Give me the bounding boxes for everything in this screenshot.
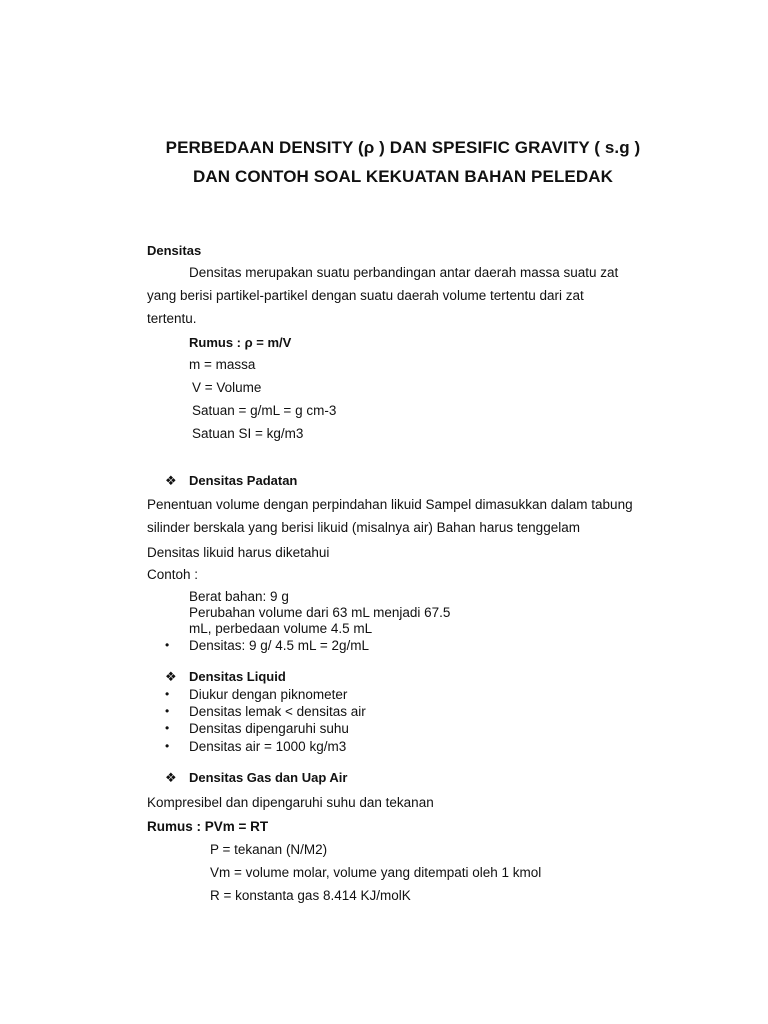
definition-line: V = Volume bbox=[192, 380, 262, 395]
diamond-bullet-icon: ❖ bbox=[165, 770, 177, 785]
paragraph-line: Densitas likuid harus diketahui bbox=[147, 545, 330, 560]
title-line-2: DAN CONTOH SOAL KEKUATAN BAHAN PELEDAK bbox=[193, 167, 613, 186]
contoh-label: Contoh : bbox=[147, 567, 199, 582]
definition-line: Satuan SI = kg/m3 bbox=[192, 426, 304, 441]
paragraph-line: Densitas merupakan suatu perbandingan antar daerah massa suatu zat bbox=[189, 265, 619, 280]
definition-line: m = massa bbox=[189, 357, 256, 372]
title-line-1: PERBEDAAN DENSITY (ρ ) DAN SPESIFIC GRAVITY ( s.g ) bbox=[165, 138, 641, 157]
example-line: Perubahan volume dari 63 mL menjadi 67.5 bbox=[189, 605, 451, 620]
bullet-icon: • bbox=[165, 704, 170, 718]
paragraph-line: tertentu. bbox=[147, 311, 197, 326]
bullet-icon: • bbox=[165, 638, 170, 652]
paragraph-line: silinder berskala yang berisi likuid (misalnya air) Bahan harus tenggelam bbox=[147, 520, 580, 535]
definition-line: P = tekanan (N/M2) bbox=[210, 842, 328, 857]
section-heading-densitas: Densitas bbox=[147, 243, 202, 258]
paragraph-line: yang berisi partikel-partikel dengan suatu daerah volume tertentu dari zat bbox=[147, 288, 584, 303]
example-line: mL, perbedaan volume 4.5 mL bbox=[189, 621, 373, 636]
diamond-bullet-icon: ❖ bbox=[165, 669, 177, 684]
bullet-item: Densitas lemak < densitas air bbox=[189, 704, 366, 719]
paragraph-line: Penentuan volume dengan perpindahan likuid Sampel dimasukkan dalam tabung bbox=[147, 497, 633, 512]
definition-line: Satuan = g/mL = g cm-3 bbox=[192, 403, 337, 418]
section-heading-gas: Densitas Gas dan Uap Air bbox=[189, 770, 348, 785]
bullet-item: Densitas: 9 g/ 4.5 mL = 2g/mL bbox=[189, 638, 369, 653]
section-heading-padatan: Densitas Padatan bbox=[189, 473, 298, 488]
definition-line: R = konstanta gas 8.414 KJ/molK bbox=[210, 888, 411, 903]
definition-line: Vm = volume molar, volume yang ditempati oleh 1 kmol bbox=[210, 865, 542, 880]
bullet-item: Densitas air = 1000 kg/m3 bbox=[189, 739, 347, 754]
paragraph-line: Kompresibel dan dipengaruhi suhu dan tekanan bbox=[147, 795, 434, 810]
bullet-item: Densitas dipengaruhi suhu bbox=[189, 721, 349, 736]
bullet-icon: • bbox=[165, 721, 170, 735]
formula-gas: Rumus : PVm = RT bbox=[147, 819, 269, 834]
example-line: Berat bahan: 9 g bbox=[189, 589, 289, 604]
formula-density: Rumus : ρ = m/V bbox=[189, 335, 292, 350]
bullet-icon: • bbox=[165, 687, 170, 701]
section-heading-liquid: Densitas Liquid bbox=[189, 669, 286, 684]
bullet-item: Diukur dengan piknometer bbox=[189, 687, 348, 702]
diamond-bullet-icon: ❖ bbox=[165, 473, 177, 488]
bullet-icon: • bbox=[165, 739, 170, 753]
